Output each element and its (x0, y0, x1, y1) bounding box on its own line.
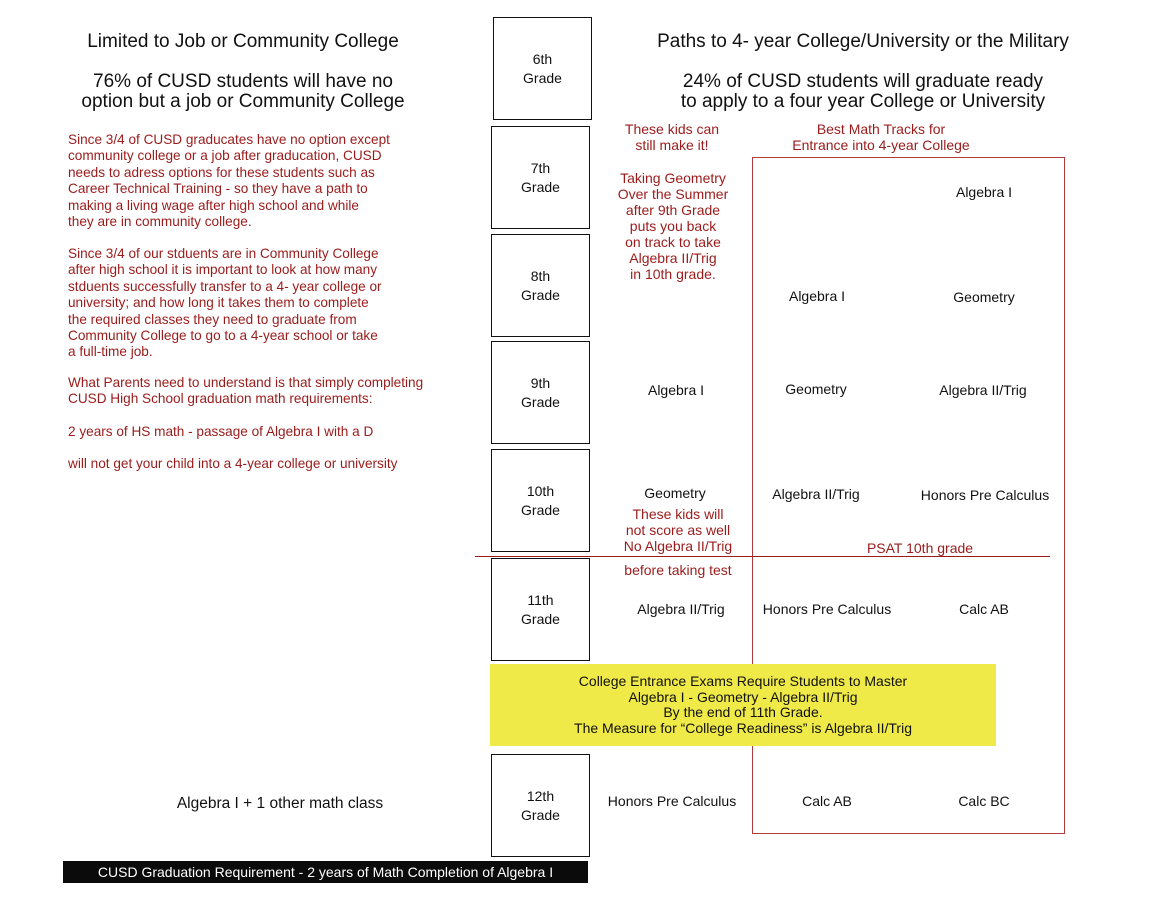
exam-line2: Algebra I - Geometry - Algebra II/Trig (628, 688, 858, 705)
note-not-score-well: These kids will not score as well No Algebra II/Trig (623, 506, 733, 554)
col3-grade11: Calc AB (959, 601, 1009, 617)
paragraph-not-enough: will not get your child into a 4-year college or university (68, 456, 398, 471)
grade-8-box: 8th Grade (491, 234, 590, 337)
college-exam-callout (490, 664, 996, 746)
exam-line4: The Measure for “College Readiness” is Algebra II/Trig (574, 719, 912, 736)
col2-grade8: Algebra I (788, 288, 846, 304)
col2-grade11: Honors Pre Calculus (762, 601, 892, 617)
exam-line3: By the end of 11th Grade. (663, 704, 823, 720)
col3-grade9: Algebra II/Trig (939, 382, 1027, 398)
grade-11-box: 11th Grade (491, 558, 590, 661)
col3-grade7: Algebra I (955, 184, 1013, 200)
note-best-tracks: Best Math Tracks for Entrance into 4-year College (792, 121, 970, 153)
grade-6-box: 6th Grade (493, 17, 592, 120)
left-stat-line2: option but a job or Community College (81, 91, 405, 112)
right-heading: Paths to 4- year College/University or the Military (657, 31, 1069, 52)
left-stat-line1: 76% of CUSD students will have no (93, 71, 393, 92)
left-heading: Limited to Job or Community College (87, 31, 399, 52)
grade-7-box: 7th Grade (491, 126, 590, 229)
col1-grade12: Honors Pre Calculus (607, 793, 737, 809)
paragraph-career-technical: Since 3/4 of CUSD graducates have no option except community college or a job after graducation, CUSD needs to adress options for these students such as Career Technical Training - so they have a path to making a living wage after high school and while they are in community college. (68, 132, 390, 230)
grade-12-box: 12th Grade (491, 754, 590, 857)
note-psat: PSAT 10th grade (866, 540, 974, 556)
col1-grade10: Geometry (644, 485, 706, 501)
col2-grade12: Calc AB (802, 793, 852, 809)
paragraph-parents: What Parents need to understand is that simply completing CUSD High School graduation math requirements: (68, 375, 424, 407)
col2-grade9: Geometry (785, 381, 847, 397)
col2-grade10: Algebra II/Trig (772, 486, 860, 502)
col1-grade9: Algebra I (647, 382, 705, 398)
grade-9-box: 9th Grade (491, 341, 590, 444)
psat-divider-line (475, 556, 1050, 557)
note-summer-geometry: Taking Geometry Over the Summer after 9th Grade puts you back on track to take Algebra II/Trig in 10th grade. (617, 170, 729, 282)
note-before-test: before taking test (624, 562, 732, 578)
exam-line1: College Entrance Exams Require Students to Master (578, 673, 908, 689)
paragraph-community-college: Since 3/4 of our stduents are in Community College after high school it is important to look at how many stduents successfully transfer to a 4- year college or university; and how long it takes them to complete the required classes they need to graduate from Community College to go to a 4-year school or take a full-time job. (68, 246, 382, 360)
right-stat-line2: to apply to a four year College or University (680, 91, 1046, 112)
graduation-requirement-bar: CUSD Graduation Requirement - 2 years of Math Completion of Algebra I (63, 861, 588, 883)
paragraph-hs-math: 2 years of HS math - passage of Algebra I with a D (68, 424, 374, 439)
right-stat-line1: 24% of CUSD students will graduate ready (682, 71, 1044, 92)
col3-grade8: Geometry (953, 289, 1015, 305)
col3-grade10: Honors Pre Calculus (920, 487, 1050, 503)
grade-10-box: 10th Grade (491, 449, 590, 552)
grade12-min-requirement: Algebra I + 1 other math class (176, 795, 384, 812)
note-can-make-it: These kids can still make it! (624, 121, 720, 153)
col3-grade12: Calc BC (958, 793, 1010, 809)
col1-grade11: Algebra II/Trig (637, 601, 725, 617)
